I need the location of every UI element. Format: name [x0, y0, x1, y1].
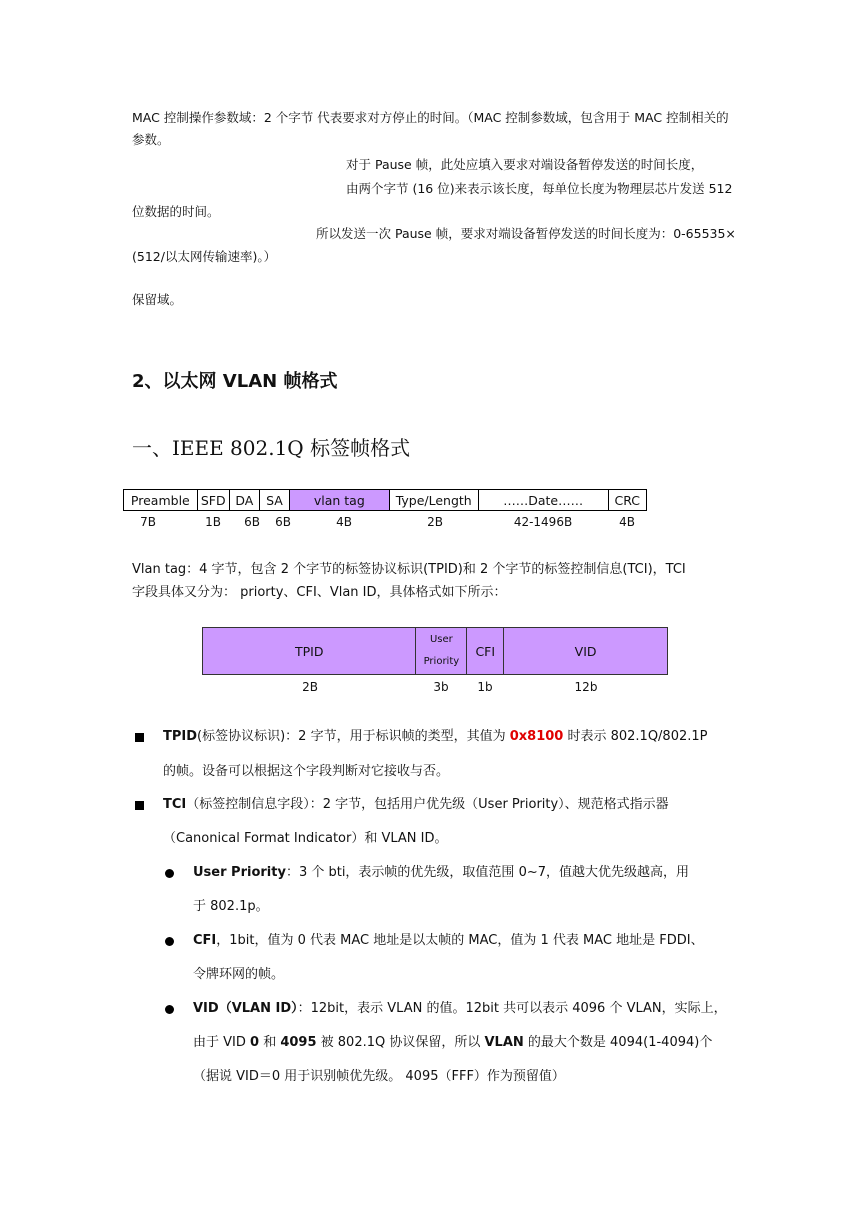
vid-l2-c: 和 — [259, 1035, 281, 1050]
square-bullet-icon — [135, 733, 144, 742]
tci-user-label-bottom: Priority — [423, 656, 460, 667]
cfi-line-1 — [193, 931, 704, 951]
intro-line-7: (512/以太网传输速率)。） — [132, 249, 277, 264]
frame-size-vlan-tag: 4B — [336, 515, 352, 529]
frame-size-da: 6B — [244, 515, 260, 529]
tpid-line-1 — [163, 727, 708, 747]
user-priority-line-1 — [193, 863, 689, 883]
cfi-desc: ，1bit，值为 0 代表 MAC 地址是以太帧的 MAC，值为 1 代表 MAC 地址是 FDDI、 — [216, 933, 704, 948]
vid-desc: ：12bit，表示 VLAN 的值。12bit 共可以表示 4096 个 VLAN，实际上， — [297, 1001, 727, 1016]
tci-size-cfi: 1b — [477, 680, 493, 694]
user-priority-desc: ：3 个 bti，表示帧的优先级，取值范围 0~7，值越大优先级越高，用 — [285, 865, 690, 880]
frame-field-da: DA — [229, 490, 259, 511]
square-bullet-icon — [135, 801, 144, 810]
frame-field-sfd: SFD — [197, 490, 229, 511]
frame-field-sa: SA — [259, 490, 289, 511]
dot-bullet-icon — [165, 937, 174, 946]
vlan-desc-line-2: 字段具体又分为： priorty、CFI、Vlan ID，具体格式如下所示： — [132, 585, 507, 600]
tci-size-vid: 12b — [574, 680, 598, 694]
tci-line-1 — [163, 795, 669, 815]
tci-field-user-priority — [416, 628, 467, 675]
tci-field-cfi: CFI — [467, 628, 504, 675]
intro-line-2: 参数。 — [132, 132, 170, 147]
subsection-title: 一、IEEE 802.1Q 标签帧格式 — [132, 436, 411, 460]
cfi-line-2: 令牌环网的帧。 — [193, 967, 285, 982]
tpid-line-2: 的帧。设备可以根据这个字段判断对它接收与否。 — [163, 764, 450, 779]
intro-line-1: MAC 控制操作参数域：2 个字节 代表要求对方停止的时间。（MAC 控制参数域，包含用于 MAC 控制相关的 — [132, 110, 729, 125]
intro-line-4: 由两个字节 (16 位)来表示该长度，每单位长度为物理层芯片发送 512 — [346, 181, 733, 196]
vid-line-2 — [193, 1033, 712, 1053]
intro-line-5: 位数据的时间。 — [132, 204, 220, 219]
frame-size-sa: 6B — [275, 515, 291, 529]
tci-field-vid: VID — [504, 628, 668, 675]
frame-field-preamble: Preamble — [124, 490, 198, 511]
tpid-value: 0x8100 — [509, 729, 564, 744]
tpid-term: TPID — [163, 729, 198, 744]
vid-l2-4095: 4095 — [280, 1035, 317, 1050]
tpid-desc-tail: 时表示 802.1Q/802.1P — [563, 729, 708, 744]
frame-size-data: 42-1496B — [513, 515, 573, 529]
user-priority-term: User Priority — [193, 865, 286, 880]
tci-field-tpid: TPID — [203, 628, 416, 675]
cfi-term: CFI — [193, 933, 217, 948]
section-title: 2、以太网 VLAN 帧格式 — [132, 371, 338, 392]
tci-size-tpid: 2B — [302, 680, 318, 694]
intro-line-6: 所以发送一次 Pause 帧，要求对端设备暂停发送的时间长度为：0-65535× — [316, 226, 736, 241]
tci-size-user-priority: 3b — [433, 680, 449, 694]
vid-l2-vlan: VLAN — [484, 1035, 524, 1050]
frame-field-data: ……Date…… — [478, 490, 608, 511]
vid-l2-a: 由于 VID — [193, 1035, 251, 1050]
frame-field-vlan-tag: vlan tag — [289, 490, 389, 511]
intro-line-3: 对于 Pause 帧，此处应填入要求对端设备暂停发送的时间长度， — [346, 157, 704, 172]
frame-size-sfd: 1B — [205, 515, 221, 529]
vid-line-1 — [193, 999, 727, 1019]
tci-user-label-top: User — [429, 634, 453, 645]
intro-line-8: 保留域。 — [132, 292, 183, 307]
frame-field-crc: CRC — [608, 490, 646, 511]
tci-desc: （标签控制信息字段）：2 字节，包括用户优先级（User Priority）、规范格式指示器 — [186, 797, 669, 812]
frame-size-preamble: 7B — [140, 515, 156, 529]
frame-size-crc: 4B — [619, 515, 635, 529]
frame-size-type-length: 2B — [427, 515, 443, 529]
dot-bullet-icon — [165, 869, 174, 878]
user-priority-line-2: 于 802.1p。 — [193, 899, 269, 914]
tpid-desc: (标签协议标识)：2 字节，用于标识帧的类型，其值为 — [197, 729, 510, 744]
tci-format-table — [202, 627, 668, 675]
tci-line-2: （Canonical Format Indicator）和 VLAN ID。 — [163, 831, 448, 846]
vid-l2-e: 被 802.1Q 协议保留，所以 — [316, 1035, 485, 1050]
vid-line-3: （据说 VID＝0 用于识别帧优先级。 4095（FFF）作为预留值） — [193, 1069, 565, 1084]
vid-l2-g: 的最大个数是 4094(1-4094)个 — [523, 1035, 713, 1050]
dot-bullet-icon — [165, 1005, 174, 1014]
frame-field-type-length: Type/Length — [389, 490, 478, 511]
vlan-desc-line-1: Vlan tag：4 字节，包含 2 个字节的标签协议标识(TPID)和 2 个字节的标签控制信息(TCI)，TCI — [132, 562, 686, 577]
vid-term: VID（VLAN ID） — [193, 1001, 298, 1016]
tci-term: TCI — [163, 797, 187, 812]
vid-l2-zero: 0 — [250, 1035, 260, 1050]
vlan-frame-table — [123, 489, 647, 511]
